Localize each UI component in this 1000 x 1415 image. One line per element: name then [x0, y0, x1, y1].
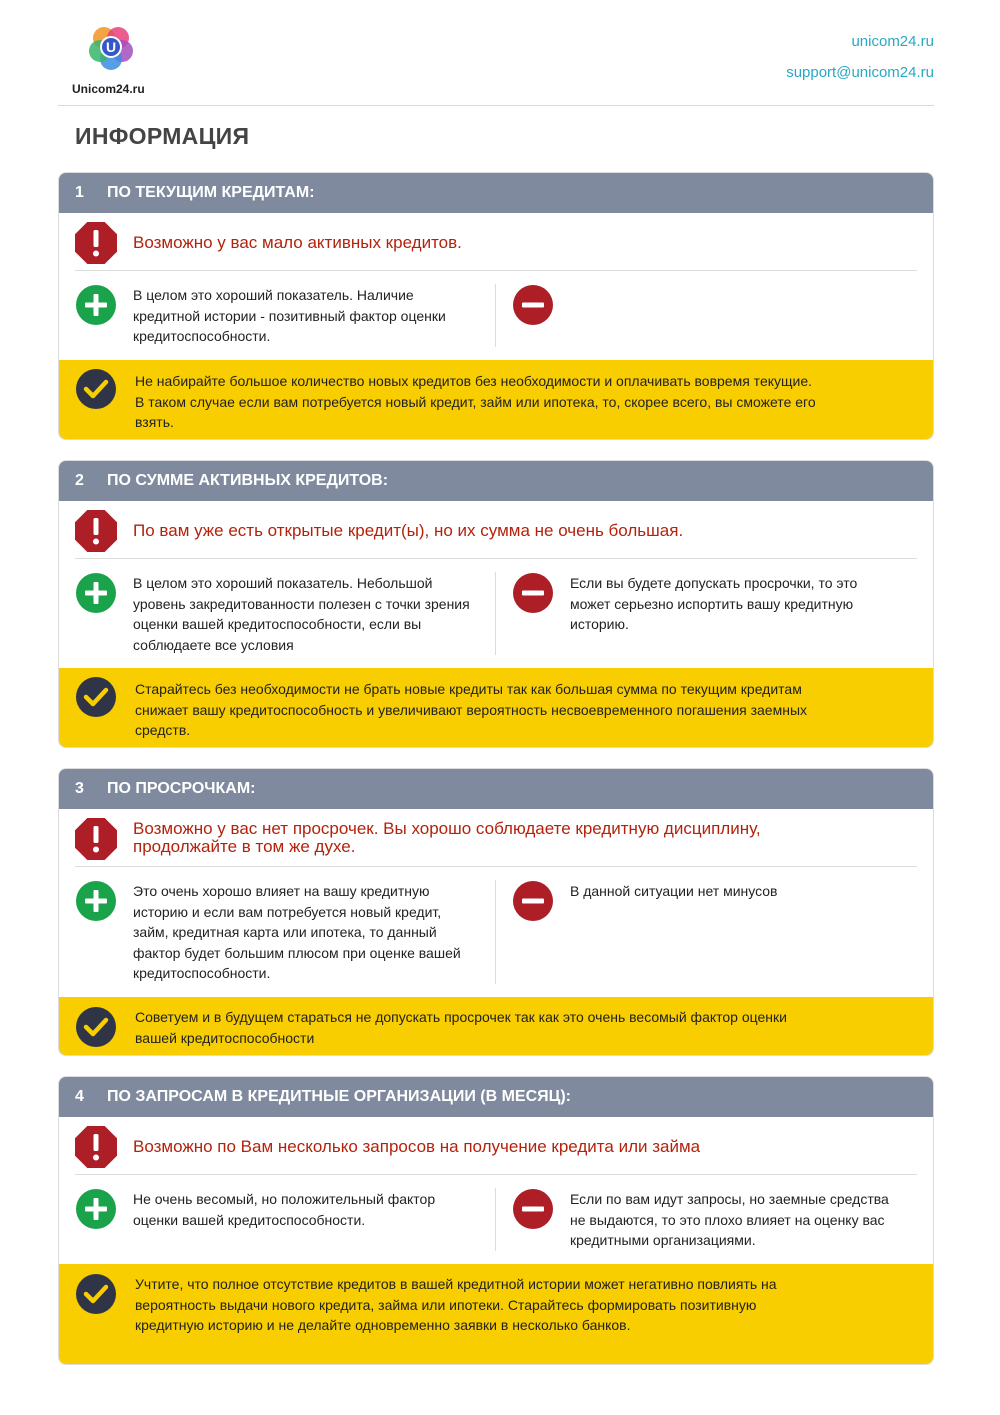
tip-row [59, 1264, 933, 1365]
pros-cons-row [75, 1175, 917, 1264]
page-title: ИНФОРМАЦИЯ [75, 123, 250, 149]
tip-text: Учтите, что полное отсутствие кредитов в вашей кредитной истории может негативно повлиять на вероятность выдачи нового кредита, займа или ипотеки. Старайтесь формировать позитивную кредитную историю и не делайте одновременно заявки в несколько банков. [135, 1276, 777, 1333]
tip-row [59, 997, 933, 1056]
pros-cons-row [75, 867, 917, 997]
con-block [496, 1188, 917, 1264]
section-header [59, 1077, 933, 1117]
logo-text: Unicom24.ru [72, 82, 145, 96]
plus-circle-icon [75, 880, 117, 922]
logo[interactable] [72, 22, 152, 96]
plus-circle-icon [75, 1188, 117, 1230]
pros-cons-row [75, 559, 917, 668]
warning-text: Возможно по Вам несколько запросов на получение кредита или займа [133, 1137, 701, 1156]
tip-text: Старайтесь без необходимости не брать новые кредиты так как большая сумма по текущим кредитам снижает вашу кредитоспособность и увеличивают вероятность несвоевременного погашения заемных средств. [135, 681, 808, 738]
page-header [58, 18, 934, 106]
octagon-exclamation-icon [75, 222, 117, 264]
plus-circle-icon [75, 572, 117, 614]
check-circle-icon [75, 368, 117, 410]
warning-text: Возможно у вас нет просрочек. Вы хорошо соблюдаете кредитную дисциплину, продолжайте в том же духе. [133, 819, 761, 856]
pro-block [75, 572, 496, 655]
tip-row [59, 668, 933, 748]
check-circle-icon [75, 1006, 117, 1048]
octagon-exclamation-icon [75, 1126, 117, 1168]
section-card-3 [58, 768, 934, 1056]
check-circle-icon [75, 676, 117, 718]
con-text: В данной ситуации нет минусов [570, 883, 778, 899]
pros-cons-row [75, 271, 917, 360]
pro-text: Не очень весомый, но положительный фактор оценки вашей кредитоспособности. [133, 1191, 436, 1228]
octagon-exclamation-icon [75, 510, 117, 552]
section-header [59, 461, 933, 501]
section-card-1 [58, 172, 934, 440]
section-title: ПО СУММЕ АКТИВНЫХ КРЕДИТОВ: [107, 472, 389, 489]
con-text: Если вы будете допускать просрочки, то это может серьезно испортить вашу кредитную историю. [570, 575, 858, 632]
section-number: 2 [75, 472, 84, 489]
section-title: ПО ПРОСРОЧКАМ: [107, 780, 256, 797]
con-block [496, 572, 917, 668]
pro-text: Это очень хорошо влияет на вашу кредитную историю и если вам потребуется новый кредит, займ, кредитная карта или ипотека, то данный фактор будет большим плюсом при оценке вашей кредитоспособности. [133, 883, 461, 981]
warning-row [75, 213, 917, 271]
minus-circle-icon [512, 880, 554, 922]
pro-text: В целом это хороший показатель. Небольшой уровень закредитованности полезен с точки зрения оценки вашей кредитоспособности, если вы соблюдаете все условия [133, 575, 470, 653]
warning-text: Возможно у вас мало активных кредитов. [133, 233, 462, 252]
section-number: 4 [75, 1088, 84, 1105]
warning-text: По вам уже есть открытые кредит(ы), но их сумма не очень большая. [133, 521, 684, 540]
pro-block [75, 880, 496, 984]
con-text: Если по вам идут запросы, но заемные средства не выдаются, то это плохо влияет на оценку вас кредитными организациями. [570, 1191, 889, 1248]
con-block [496, 880, 917, 997]
section-header [59, 769, 933, 809]
warning-row [75, 809, 917, 867]
minus-circle-icon [512, 572, 554, 614]
logo-icon [86, 22, 136, 72]
section-title: ПО ТЕКУЩИМ КРЕДИТАМ: [107, 184, 315, 201]
svg-text:U: U [105, 39, 117, 55]
support-email-link[interactable]: support@unicom24.ru [786, 64, 934, 81]
pro-text: В целом это хороший показатель. Наличие кредитной истории - позитивный фактор оценки кредитоспособности. [133, 287, 446, 344]
tip-text: Не набирайте большое количество новых кредитов без необходимости и оплачивать вовремя текущие. В таком случае если вам потребуется новый кредит, займ или ипотека, то, скорее всего, вы сможете его взять. [135, 373, 816, 430]
warning-row [75, 501, 917, 559]
minus-circle-icon [512, 1188, 554, 1230]
tip-text: Советуем и в будущем стараться не допускать просрочек так как это очень весомый фактор оценки вашей кредитоспособности [135, 1009, 787, 1046]
site-link[interactable]: unicom24.ru [851, 33, 934, 50]
section-title: ПО ЗАПРОСАМ В КРЕДИТНЫЕ ОРГАНИЗАЦИИ (В МЕСЯЦ): [107, 1088, 571, 1105]
section-number: 1 [75, 184, 84, 201]
contacts [786, 26, 934, 88]
section-header [59, 173, 933, 213]
plus-circle-icon [75, 284, 117, 326]
tip-row [59, 360, 933, 440]
con-block [496, 284, 917, 360]
section-card-2 [58, 460, 934, 748]
check-circle-icon [75, 1273, 117, 1315]
section-number: 3 [75, 780, 84, 797]
section-card-4 [58, 1076, 934, 1365]
octagon-exclamation-icon [75, 818, 117, 860]
minus-circle-icon [512, 284, 554, 326]
pro-block [75, 1188, 496, 1251]
warning-row [75, 1117, 917, 1175]
pro-block [75, 284, 496, 347]
